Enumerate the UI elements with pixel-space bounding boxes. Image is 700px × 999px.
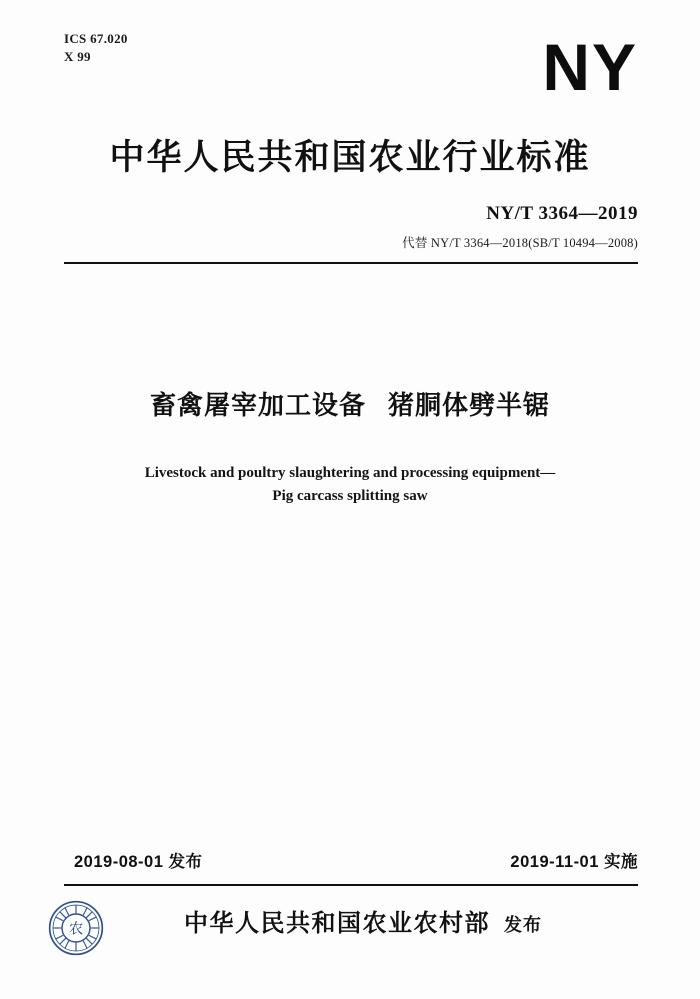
issuer-publish-label: 发布 xyxy=(504,915,542,935)
divider-bottom xyxy=(64,884,638,886)
issuer-line xyxy=(0,903,700,938)
subject-title-en-line2: Pig carcass splitting saw xyxy=(272,488,428,505)
effective-date: 2019-11-01 实施 xyxy=(510,853,638,871)
page-title: 中华人民共和国农业行业标准 xyxy=(109,138,591,177)
issuer-name: 中华人民共和国农业农村部 xyxy=(184,910,490,937)
classification-code: X 99 xyxy=(64,48,91,64)
standard-number: NY/T 3364—2019 xyxy=(486,203,638,224)
subject-title-cn xyxy=(0,385,700,422)
divider-top xyxy=(64,262,638,264)
ny-logo: NY xyxy=(542,30,638,104)
national-emblem-icon xyxy=(48,900,104,956)
subject-title-cn-part1: 畜禽屠宰加工设备 xyxy=(149,390,366,420)
issue-date: 2019-08-01 发布 xyxy=(74,853,203,871)
subject-title-en xyxy=(0,462,700,509)
replaces-note: 代替 NY/T 3364—2018(SB/T 10494—2008) xyxy=(402,236,638,250)
svg-text:农: 农 xyxy=(68,921,84,938)
subject-title-en-line1: Livestock and poultry slaughtering and processing equipment— xyxy=(144,465,556,481)
ics-block xyxy=(64,30,128,65)
ics-number: ICS 67.020 xyxy=(64,31,128,46)
subject-title-cn-part2: 猪胴体劈半锯 xyxy=(388,390,551,420)
